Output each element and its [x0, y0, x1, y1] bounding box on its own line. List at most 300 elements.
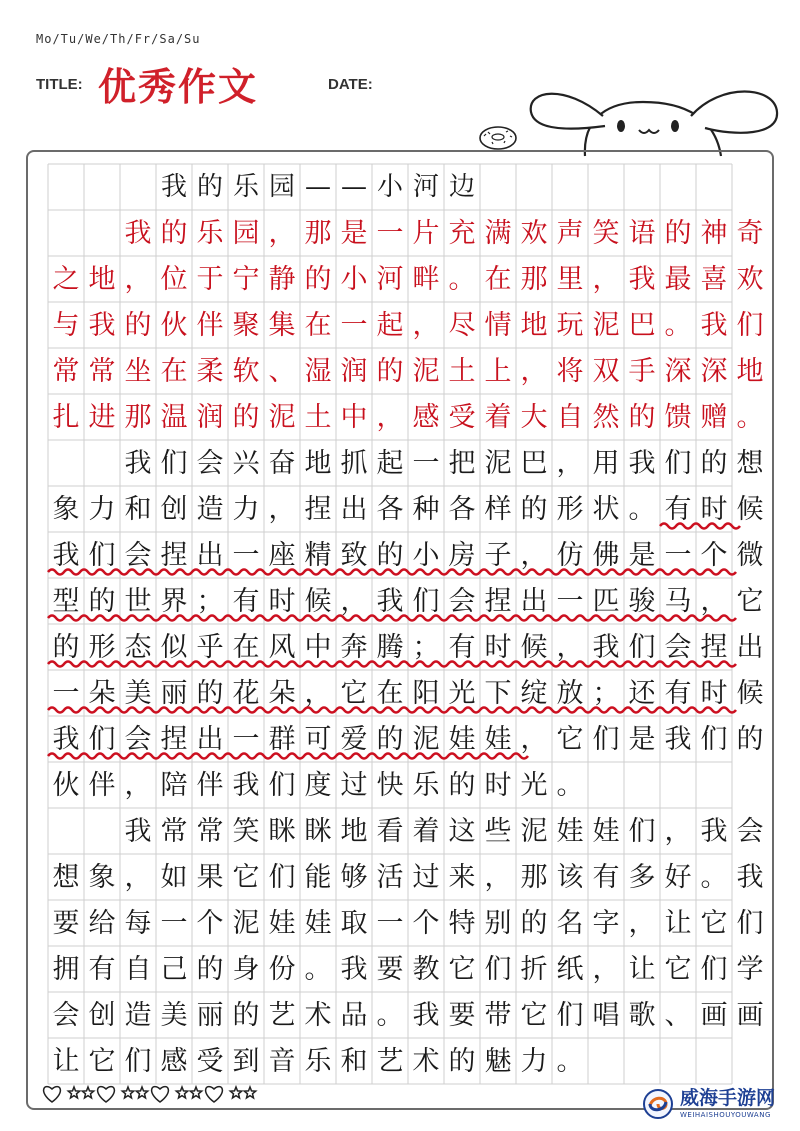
character-cell: 会: [124, 539, 152, 571]
character-cell: 手: [628, 355, 656, 387]
character-cell: 。: [736, 401, 764, 433]
character-cell: 多: [628, 861, 656, 893]
character-cell: 伙: [160, 309, 188, 341]
character-cell: 出: [196, 539, 224, 571]
character-cell: 们: [700, 723, 728, 755]
character-cell: 片: [412, 217, 440, 249]
character-cell: ；: [592, 677, 620, 709]
character-cell: 中: [304, 631, 332, 663]
character-cell: 己: [160, 953, 188, 985]
character-cell: 要: [376, 953, 404, 985]
character-cell: 候: [520, 631, 548, 663]
character-cell: 奔: [340, 631, 368, 663]
character-cell: 房: [448, 539, 476, 571]
character-cell: 深: [700, 355, 728, 387]
character-cell: 之: [52, 263, 80, 295]
character-cell: 下: [484, 677, 512, 709]
character-cell: 把: [448, 447, 476, 479]
character-cell: 它: [736, 585, 764, 617]
character-cell: 些: [484, 815, 512, 847]
character-cell: 形: [556, 493, 584, 525]
character-cell: 它: [520, 999, 548, 1031]
character-cell: 湿: [304, 355, 332, 387]
character-cell: 着: [412, 815, 440, 847]
character-cell: 畔: [412, 263, 440, 295]
character-cell: 聚: [232, 309, 260, 341]
character-cell: 一: [52, 677, 80, 709]
character-cell: 美: [160, 999, 188, 1031]
character-cell: 地: [520, 309, 548, 341]
character-cell: 力: [232, 493, 260, 525]
character-cell: 学: [736, 953, 764, 985]
hearts-and-stars-decoration: [40, 1080, 260, 1106]
character-cell: 折: [520, 953, 548, 985]
character-cell: 是: [340, 217, 368, 249]
character-cell: 它: [232, 861, 260, 893]
character-cell: 伴: [196, 309, 224, 341]
wavy-underline: [48, 570, 736, 575]
character-cell: 的: [520, 907, 548, 939]
character-cell: 会: [124, 723, 152, 755]
character-cell: 它: [340, 677, 368, 709]
character-cell: 与: [52, 309, 80, 341]
character-cell: 在: [376, 677, 404, 709]
heart-icon: [152, 1087, 169, 1102]
character-cell: 想: [736, 447, 764, 479]
character-cell: 。: [376, 999, 404, 1031]
character-cell: 是: [628, 539, 656, 571]
character-cell: 们: [88, 723, 116, 755]
character-cell: 着: [484, 401, 512, 433]
character-cell: 大: [520, 401, 548, 433]
character-cell: 温: [160, 401, 188, 433]
character-cell: 术: [412, 1045, 440, 1077]
character-cell: 我: [628, 263, 656, 295]
character-cell: 玩: [556, 309, 584, 341]
character-cell: 我: [232, 769, 260, 801]
character-cell: 然: [592, 401, 620, 433]
wavy-underline: [48, 708, 736, 713]
character-cell: 娃: [304, 907, 332, 939]
character-cell: 的: [304, 263, 332, 295]
character-cell: 们: [124, 1045, 152, 1077]
character-cell: 取: [340, 907, 368, 939]
character-cell: 笑: [232, 815, 260, 847]
star-icon: [176, 1087, 187, 1098]
character-cell: 馈: [664, 401, 692, 433]
heart-icon: [98, 1087, 115, 1102]
character-cell: 的: [232, 401, 260, 433]
character-cell: 深: [664, 355, 692, 387]
character-cell: 娃: [484, 723, 512, 755]
character-cell: 似: [160, 631, 188, 663]
character-cell: ；: [412, 631, 440, 663]
character-cell: 和: [340, 1045, 368, 1077]
character-cell: 仿: [556, 539, 584, 571]
character-cell: 地: [736, 355, 764, 387]
character-cell: 会: [52, 999, 80, 1031]
character-cell: 。: [664, 309, 692, 341]
character-cell: 字: [592, 907, 620, 939]
character-cell: 它: [664, 953, 692, 985]
character-cell: 们: [412, 585, 440, 617]
character-cell: 泥: [412, 355, 440, 387]
character-cell: 最: [664, 263, 692, 295]
character-cell: 时: [700, 677, 728, 709]
character-cell: 的: [736, 723, 764, 755]
character-cell: 。: [448, 263, 476, 295]
character-cell: 我: [700, 815, 728, 847]
character-cell: 地: [304, 447, 332, 479]
character-cell: 阳: [412, 677, 440, 709]
character-cell: 我: [160, 172, 187, 202]
character-cell: 。: [628, 493, 656, 525]
character-cell: 。: [304, 953, 332, 985]
character-cell: 欢: [736, 263, 764, 295]
character-cell: 有: [88, 953, 116, 985]
character-cell: 创: [160, 493, 188, 525]
character-cell: 起: [376, 447, 404, 479]
character-cell: 那: [520, 861, 548, 893]
character-cell: 出: [196, 723, 224, 755]
character-cell: 的: [700, 447, 728, 479]
character-cell: 精: [304, 539, 332, 571]
character-cell: 身: [232, 953, 260, 985]
wavy-underline: [660, 524, 740, 529]
character-cell: 画: [700, 999, 728, 1031]
character-cell: 朵: [88, 677, 116, 709]
heart-icon: [44, 1087, 61, 1102]
wavy-underline: [48, 616, 736, 621]
character-cell: 带: [484, 999, 512, 1031]
character-cell: 一: [556, 585, 584, 617]
character-cell: 过: [412, 861, 440, 893]
character-cell: 别: [484, 907, 512, 939]
character-cell: 我: [700, 309, 728, 341]
character-cell: 巴: [520, 447, 548, 479]
star-icon: [244, 1087, 255, 1098]
character-cell: 的: [196, 677, 224, 709]
character-cell: 艺: [376, 1045, 404, 1077]
character-cell: 它: [700, 907, 728, 939]
character-cell: 我: [592, 631, 620, 663]
character-cell: 将: [556, 355, 584, 387]
character-cell: ，: [592, 263, 620, 295]
character-cell: 娃: [268, 907, 296, 939]
character-cell: 巴: [628, 309, 656, 341]
character-cell: 边: [448, 172, 475, 202]
character-cell: 乐: [196, 217, 224, 249]
character-cell: 在: [484, 263, 512, 295]
character-cell: 座: [268, 539, 296, 571]
character-cell: —: [341, 172, 367, 202]
character-cell: 想: [52, 861, 80, 893]
character-cell: 们: [556, 999, 584, 1031]
character-cell: 泥: [412, 723, 440, 755]
character-cell: 感: [412, 401, 440, 433]
character-cell: 那: [124, 401, 152, 433]
character-cell: 花: [232, 677, 260, 709]
character-cell: 乐: [304, 1045, 332, 1077]
character-cell: 和: [124, 493, 152, 525]
character-cell: ，: [376, 401, 404, 433]
character-cell: 会: [196, 447, 224, 479]
character-cell: 的: [196, 172, 223, 202]
character-cell: 宁: [232, 263, 260, 295]
character-cell: 一: [232, 723, 260, 755]
character-cell: 活: [376, 861, 404, 893]
character-cell: 个: [700, 539, 728, 571]
character-cell: ，: [520, 539, 548, 571]
character-cell: 娃: [592, 815, 620, 847]
character-cell: 光: [448, 677, 476, 709]
character-cell: 形: [88, 631, 116, 663]
character-cell: 会: [664, 631, 692, 663]
character-cell: 在: [232, 631, 260, 663]
character-cell: 一: [232, 539, 260, 571]
character-cell: 笑: [592, 217, 620, 249]
character-cell: 的: [124, 309, 152, 341]
character-cell: 能: [304, 861, 332, 893]
star-icon: [68, 1087, 79, 1098]
character-cell: 有: [232, 585, 260, 617]
character-cell: 候: [304, 585, 332, 617]
character-cell: 还: [628, 677, 656, 709]
character-cell: ，: [556, 447, 584, 479]
character-cell: 地: [88, 263, 116, 295]
character-cell: 我: [52, 723, 80, 755]
character-cell: —: [305, 172, 331, 202]
character-cell: 捏: [304, 493, 332, 525]
character-cell: 我: [88, 309, 116, 341]
character-cell: 这: [448, 815, 476, 847]
character-cell: 小: [340, 263, 368, 295]
character-cell: 。: [700, 861, 728, 893]
character-cell: 的: [520, 493, 548, 525]
character-cell: 的: [448, 769, 476, 801]
character-cell: 我: [124, 217, 152, 249]
character-cell: 们: [700, 953, 728, 985]
character-cell: 喜: [700, 263, 728, 295]
character-cell: 造: [124, 999, 152, 1031]
character-cell: 的: [628, 401, 656, 433]
character-cell: 态: [124, 631, 152, 663]
character-cell: 地: [340, 815, 368, 847]
character-cell: 们: [592, 723, 620, 755]
character-cell: 候: [736, 677, 764, 709]
character-cell: 捏: [160, 723, 188, 755]
character-cell: 时: [700, 493, 728, 525]
character-cell: 魅: [484, 1045, 512, 1077]
character-cell: 乐: [412, 769, 440, 801]
character-cell: 一: [340, 309, 368, 341]
character-cell: 小: [376, 172, 403, 202]
character-cell: 各: [448, 493, 476, 525]
character-cell: 歌: [628, 999, 656, 1031]
character-cell: 们: [736, 907, 764, 939]
character-cell: 土: [304, 401, 332, 433]
character-cell: 娃: [448, 723, 476, 755]
character-cell: 一: [664, 539, 692, 571]
character-cell: 艺: [268, 999, 296, 1031]
star-icon: [190, 1087, 201, 1098]
character-cell: 品: [340, 999, 368, 1031]
title-label: TITLE:: [36, 76, 83, 93]
character-cell: 河: [376, 263, 404, 295]
character-cell: 各: [376, 493, 404, 525]
character-cell: 群: [268, 723, 296, 755]
character-cell: 风: [268, 631, 296, 663]
character-cell: ，: [556, 631, 584, 663]
character-cell: ，: [304, 677, 332, 709]
character-cell: 泥: [268, 401, 296, 433]
character-cell: 的: [196, 953, 224, 985]
character-cell: 型: [52, 585, 80, 617]
character-cell: 于: [196, 263, 224, 295]
character-cell: 感: [160, 1045, 188, 1077]
character-cell: 可: [304, 723, 332, 755]
character-cell: 常: [88, 355, 116, 387]
character-cell: 声: [556, 217, 584, 249]
character-cell: 佛: [592, 539, 620, 571]
character-cell: 眯: [304, 815, 332, 847]
star-icon: [82, 1087, 93, 1098]
character-cell: ，: [268, 217, 296, 249]
character-cell: 园: [268, 172, 295, 202]
character-cell: 伴: [196, 769, 224, 801]
character-cell: 伴: [88, 769, 116, 801]
character-cell: ，: [628, 907, 656, 939]
character-cell: 们: [628, 815, 656, 847]
character-cell: 我: [736, 861, 764, 893]
character-cell: 集: [268, 309, 296, 341]
character-cell: 受: [196, 1045, 224, 1077]
character-cell: 语: [628, 217, 656, 249]
character-cell: 有: [664, 493, 692, 525]
character-cell: 有: [448, 631, 476, 663]
character-cell: 软: [232, 355, 260, 387]
character-cell: 的: [376, 723, 404, 755]
character-cell: 力: [520, 1045, 548, 1077]
character-cell: 名: [556, 907, 584, 939]
character-cell: 位: [160, 263, 188, 295]
character-cell: 绽: [520, 677, 548, 709]
character-cell: 匹: [592, 585, 620, 617]
character-cell: 朵: [268, 677, 296, 709]
character-cell: 爱: [340, 723, 368, 755]
character-cell: 要: [52, 907, 80, 939]
character-cell: 要: [448, 999, 476, 1031]
character-cell: 在: [304, 309, 332, 341]
character-cell: 有: [592, 861, 620, 893]
character-cell: 该: [556, 861, 584, 893]
character-cell: 会: [736, 815, 764, 847]
character-cell: 术: [304, 999, 332, 1031]
character-cell: 泥: [592, 309, 620, 341]
character-cell: 兴: [232, 447, 260, 479]
character-cell: 我: [52, 539, 80, 571]
character-cell: 候: [736, 493, 764, 525]
character-cell: 那: [520, 263, 548, 295]
character-cell: 润: [340, 355, 368, 387]
character-cell: 它: [88, 1045, 116, 1077]
character-cell: 赠: [700, 401, 728, 433]
character-cell: 唱: [592, 999, 620, 1031]
character-cell: 充: [448, 217, 476, 249]
character-cell: 们: [268, 769, 296, 801]
character-cell: 受: [448, 401, 476, 433]
character-cell: 种: [412, 493, 440, 525]
character-cell: 个: [196, 907, 224, 939]
character-cell: 的: [232, 999, 260, 1031]
character-cell: 个: [412, 907, 440, 939]
character-cell: 让: [52, 1045, 80, 1077]
character-cell: 的: [376, 355, 404, 387]
character-cell: 我: [664, 723, 692, 755]
star-icon: [230, 1087, 241, 1098]
character-cell: 常: [160, 815, 188, 847]
character-cell: 过: [340, 769, 368, 801]
character-cell: 时: [484, 631, 512, 663]
character-cell: 那: [304, 217, 332, 249]
character-cell: 。: [556, 769, 584, 801]
date-label: DATE:: [328, 76, 373, 93]
character-cell: 的: [664, 217, 692, 249]
character-cell: 一: [412, 447, 440, 479]
wavy-underline: [48, 662, 736, 667]
heart-icon: [206, 1087, 223, 1102]
character-cell: 们: [628, 631, 656, 663]
character-cell: 欢: [520, 217, 548, 249]
character-cell: 画: [736, 999, 764, 1031]
character-cell: 坐: [124, 355, 152, 387]
character-cell: 娃: [556, 815, 584, 847]
character-cell: 静: [268, 263, 296, 295]
character-cell: 丽: [160, 677, 188, 709]
character-cell: ，: [124, 861, 152, 893]
watermark-name: 威海手游网: [680, 1087, 776, 1109]
character-cell: 放: [556, 677, 584, 709]
character-cell: 泥: [232, 907, 260, 939]
character-cell: 用: [592, 447, 620, 479]
character-cell: ，: [700, 585, 728, 617]
character-cell: 给: [88, 907, 116, 939]
character-cell: ，: [520, 723, 548, 755]
character-cell: 样: [484, 493, 512, 525]
character-cell: 它: [556, 723, 584, 755]
character-cell: 我: [412, 999, 440, 1031]
character-cell: 里: [556, 263, 584, 295]
watermark-url: WEIHAISHOUYOUWANG: [680, 1111, 771, 1119]
character-cell: 常: [196, 815, 224, 847]
character-cell: 出: [736, 631, 764, 663]
character-cell: 我: [628, 447, 656, 479]
character-cell: 眯: [268, 815, 296, 847]
character-cell: 泥: [484, 447, 512, 479]
character-cell: 纸: [556, 953, 584, 985]
character-cell: 我: [124, 447, 152, 479]
character-cell: 自: [556, 401, 584, 433]
character-cell: 双: [592, 355, 620, 387]
character-cell: 我: [340, 953, 368, 985]
character-cell: 上: [484, 355, 512, 387]
character-cell: 状: [592, 493, 620, 525]
character-cell: 会: [448, 585, 476, 617]
character-cell: 扎: [52, 401, 80, 433]
watermark-logo: [642, 1088, 775, 1120]
character-cell: 音: [268, 1045, 296, 1077]
character-cell: 来: [448, 861, 476, 893]
